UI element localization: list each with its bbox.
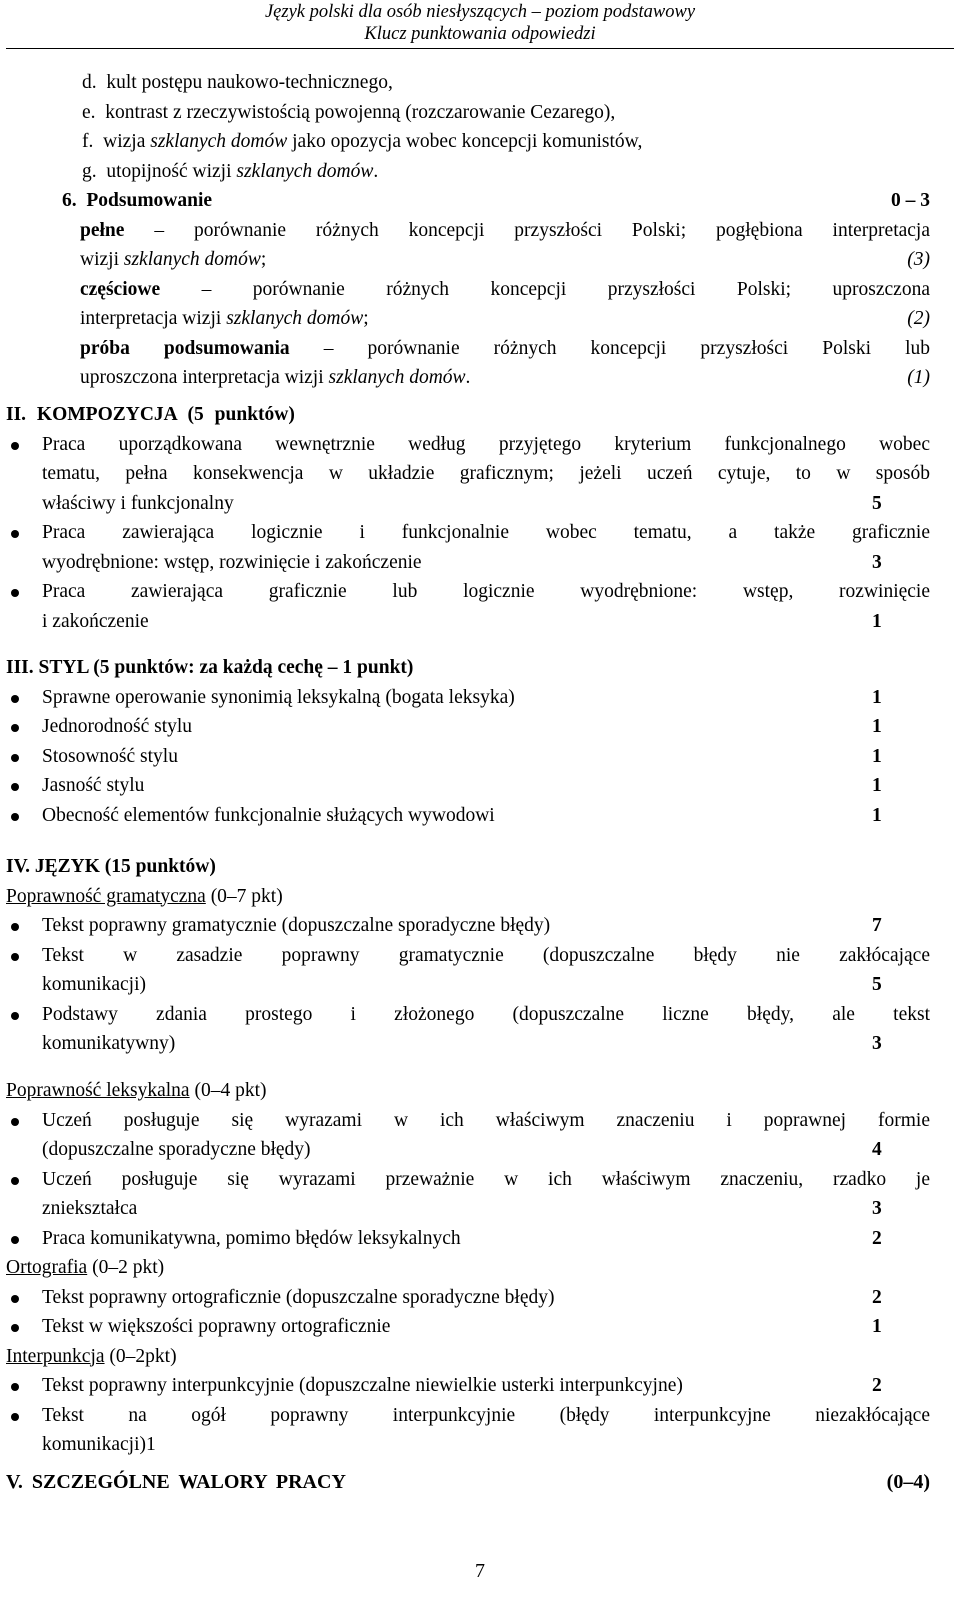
list-item: Praca komunikatywna, pomimo błędów leksykalnych 2 (0, 1224, 960, 1254)
header-divider (6, 48, 954, 49)
section-heading: V. SZCZEGÓLNE WALORY PRACY (0–4) (0, 1468, 960, 1498)
list-item: Tekst w większości poprawny ortograficznie 1 (0, 1312, 960, 1342)
list-item: Jasność stylu 1 (0, 771, 960, 801)
subsection-heading: Poprawność gramatyczna (0–7 pkt) (6, 885, 283, 907)
subsection-heading: Interpunkcja (0–2pkt) (6, 1345, 177, 1367)
list-item: Podstawy zdania prostego i złożonego (dopuszczalne liczne błędy, ale tekst (0, 1000, 930, 1030)
header-subtitle: Klucz punktowania odpowiedzi (364, 24, 596, 44)
list-item-cont: (dopuszczalne sporadyczne błędy) 4 (42, 1139, 882, 1160)
score-level-full: pełne – porównanie różnych koncepcji przyszłości Polski; pogłębiona interpretacja (80, 219, 930, 241)
score-level-partial-cont: interpretacja wizji szklanych domów; (2) (0, 304, 960, 334)
points-range: (0–4) (886, 1471, 930, 1493)
score-level-attempt-cont: uproszczona interpretacja wizji szklanych domów. (1) (0, 363, 960, 393)
list-item-cont: tematu, pełna konsekwencja w układzie graficznym; jeżeli uczeń cytuje, to w sposób (42, 463, 930, 484)
section-heading: 6. Podsumowanie 0 – 3 (62, 190, 930, 211)
list-item: Uczeń posługuje się wyrazami w ich właściwym znaczeniu i poprawnej formie (0, 1106, 930, 1136)
header-title: Język polski dla osób niesłyszących – poziom podstawowy (264, 2, 696, 22)
list-item-cont: wyodrębnione: wstęp, rozwinięcie i zakończenie 3 (0, 548, 960, 578)
list-item: g. utopijność wizji szklanych domów. (82, 160, 379, 182)
list-item-cont: i zakończenie 1 (0, 607, 960, 637)
list-item: Jednorodność stylu 1 (0, 712, 960, 742)
section-heading: IV. JĘZYK (15 punktów) (6, 856, 216, 877)
list-item: Tekst w zasadzie poprawny gramatycznie (dopuszczalne błędy nie zakłócające (0, 941, 930, 971)
score-level-partial: częściowe – porównanie różnych koncepcji przyszłości Polski; uproszczona (80, 278, 930, 300)
list-item: Tekst poprawny ortograficznie (dopuszczalne sporadyczne błędy) 2 (0, 1283, 960, 1313)
szczegolne-section (0, 1468, 960, 1498)
score: (1) (907, 367, 930, 388)
list-item: Tekst poprawny gramatycznie (dopuszczalne sporadyczne błędy) 7 (0, 911, 960, 941)
score-level-attempt: próba podsumowania – porównanie różnych koncepcji przyszłości Polski lub (80, 337, 930, 359)
list-item-cont: właściwy i funkcjonalny 5 (0, 489, 960, 519)
points: 1 (872, 610, 882, 632)
list-item: Tekst poprawny interpunkcyjnie (dopuszczalne niewielkie usterki interpunkcyjne) 2 (0, 1371, 960, 1401)
list-item: Sprawne operowanie synonimią leksykalną (bogata leksyka) 1 (0, 683, 960, 713)
list-item-cont: komunikacji) 5 (42, 974, 882, 995)
list-item: Obecność elementów funkcjonalnie służących wywodowi 1 (0, 801, 960, 831)
subsection-heading: Poprawność leksykalna (0–4 pkt) (6, 1080, 267, 1101)
list-item-cont: komunikatywny) 3 (42, 1033, 882, 1054)
page-number: 7 (475, 1560, 485, 1582)
podsumowanie-section (0, 186, 960, 393)
score-level-full-cont: wizji szklanych domów; (3) (0, 245, 960, 275)
list-item: Praca zawierająca graficznie lub logicznie wyodrębnione: wstęp, rozwinięcie (0, 577, 930, 607)
list-item: Stosowność stylu 1 (0, 742, 960, 772)
section-heading: II. KOMPOZYCJA (5 punktów) (6, 404, 295, 425)
points: 3 (872, 551, 882, 573)
styl-section (0, 653, 960, 830)
page-header (0, 0, 960, 45)
list-item-cont: komunikacji)1 (42, 1434, 156, 1455)
leksyka-section (0, 1076, 960, 1460)
list-item: e. kontrast z rzeczywistością powojenną (rozczarowanie Cezarego), (82, 101, 616, 123)
list-item: Tekst na ogół poprawny interpunkcyjnie (błędy interpunkcyjne niezakłócające (0, 1401, 930, 1431)
section-heading: III. STYL (5 punktów: za każdą cechę – 1 punkt) (6, 657, 414, 678)
list-item: f. wizja szklanych domów jako opozycja wobec koncepcji komunistów, (82, 131, 643, 152)
list-item: Praca zawierająca logicznie i funkcjonalnie wobec tematu, a także graficznie (0, 518, 930, 548)
score: (3) (907, 249, 930, 270)
kompozycja-section (0, 400, 960, 636)
score: (2) (907, 308, 930, 329)
list-item: d. kult postępu naukowo-technicznego, (82, 72, 393, 93)
list-item-cont: zniekształca 3 (42, 1198, 882, 1219)
jezyk-section (0, 852, 960, 1059)
list-item: Praca uporządkowana wewnętrznie według przyjętego kryterium funkcjonalnego wobec (0, 430, 930, 460)
list-item: Uczeń posługuje się wyrazami przeważnie w ich właściwym znaczeniu, rzadko je (0, 1165, 930, 1195)
subsection-heading: Ortografia (0–2 pkt) (6, 1257, 165, 1278)
criteria-list (0, 68, 960, 186)
points: 5 (872, 492, 882, 514)
